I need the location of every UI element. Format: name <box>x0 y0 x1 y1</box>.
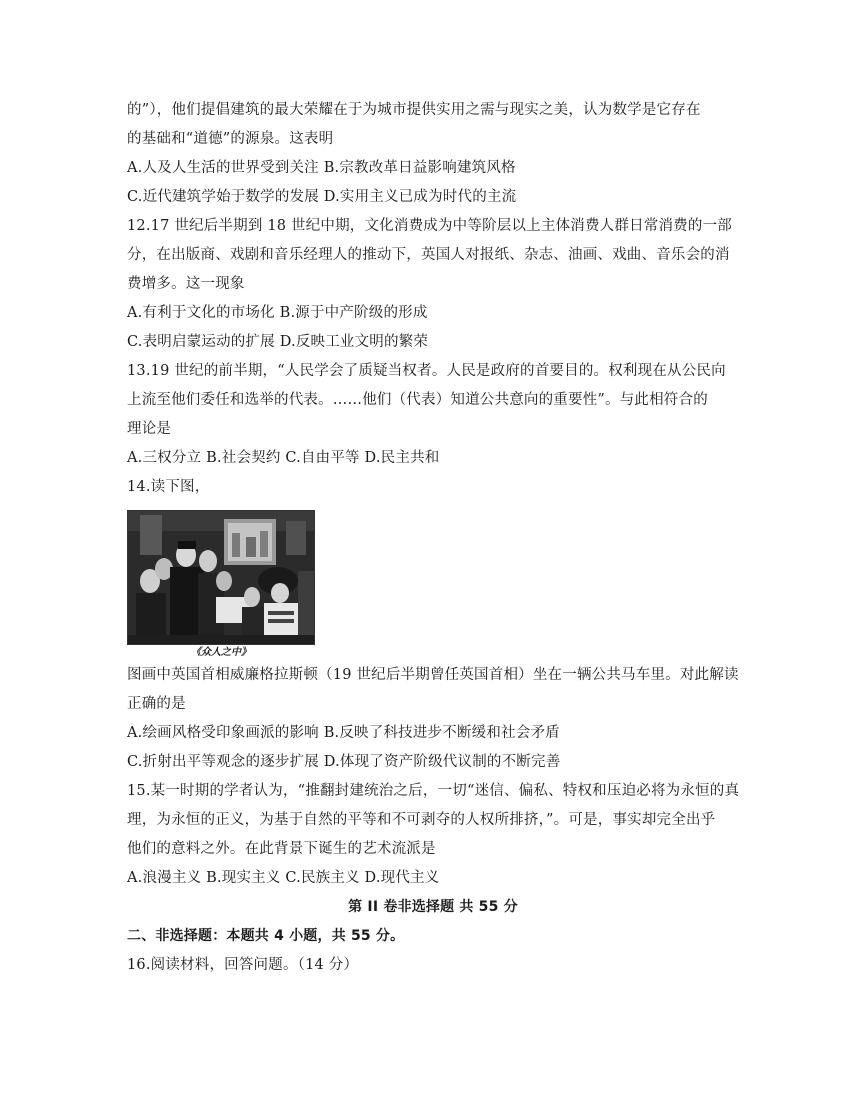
section-2-subtitle: 二、非选择题：本题共 4 小题，共 55 分。 <box>127 928 405 944</box>
q15-options: A.浪漫主义 B.现实主义 C.民族主义 D.现代主义 <box>127 870 440 886</box>
q13-stem-line-3: 理论是 <box>127 421 172 437</box>
q12-stem-line-1: 12.17 世纪后半期到 18 世纪中期，文化消费成为中等阶层以上主体消费人群日常消费的一部 <box>127 218 732 234</box>
section-2-title: 第 II 卷非选择题 共 55 分 <box>348 899 518 915</box>
q14-options-ab: A.绘画风格受印象画派的影响 B.反映了科技进步不断缓和社会矛盾 <box>127 725 560 741</box>
painting-image <box>127 510 315 645</box>
painting-illustration <box>128 511 314 644</box>
q11-stem-line-1: 的”），他们提倡建筑的最大荣耀在于为城市提供实用之需与现实之美，认为数学是它存在 <box>127 102 701 118</box>
q11-options-ab: A.人及人生活的世界受到关注 B.宗教改革日益影响建筑风格 <box>127 160 516 176</box>
q12-stem-line-3: 费增多。这一现象 <box>127 276 245 292</box>
q12-options-ab: A.有利于文化的市场化 B.源于中产阶级的形成 <box>127 305 428 321</box>
q14-options-cd: C.折射出平等观念的逐步扩展 D.体现了资产阶级代议制的不断完善 <box>127 754 561 770</box>
q16-stem: 16.阅读材料，回答问题。（14 分） <box>127 957 359 973</box>
q14-stem: 14.读下图， <box>127 479 210 495</box>
q12-stem-line-2: 分，在出版商、戏剧和音乐经理人的推动下，英国人对报纸、杂志、油画、戏曲、音乐会的消 <box>127 247 730 263</box>
q13-stem-line-2: 上流至他们委任和选举的代表。……他们（代表）知道公共意向的重要性”。与此相符合的 <box>127 392 708 408</box>
q11-options-cd: C.近代建筑学始于数学的发展 D.实用主义已成为时代的主流 <box>127 189 517 205</box>
exam-page <box>127 96 739 980</box>
q15-stem-line-3: 他们的意料之外。在此背景下诞生的艺术流派是 <box>127 841 436 857</box>
figure-caption: 《众人之中》 <box>191 647 251 658</box>
q11-stem-line-2: 的基础和“道德”的源泉。这表明 <box>127 131 334 147</box>
q15-stem-line-1: 15.某一时期的学者认为，“推翻封建统治之后，一切“迷信、偏私、特权和压迫必将为永恒的真 <box>127 783 740 799</box>
q15-stem-line-2: 理，为永恒的正义，为基于自然的平等和不可剥夺的人权所排挤，”。可是，事实却完全出乎 <box>127 812 716 828</box>
q12-options-cd: C.表明启蒙运动的扩展 D.反映工业文明的繁荣 <box>127 334 429 350</box>
q14-description-line-2: 正确的是 <box>127 696 186 712</box>
q13-stem-line-1: 13.19 世纪的前半期，“人民学会了质疑当权者。人民是政府的首要目的。权利现在从公民向 <box>127 363 726 379</box>
q14-description-line-1: 图画中英国首相威廉格拉斯顿（19 世纪后半期曾任英国首相）坐在一辆公共马车里。对此解读 <box>127 667 739 683</box>
q13-options: A.三权分立 B.社会契约 C.自由平等 D.民主共和 <box>127 450 440 466</box>
q14-figure <box>127 510 315 661</box>
